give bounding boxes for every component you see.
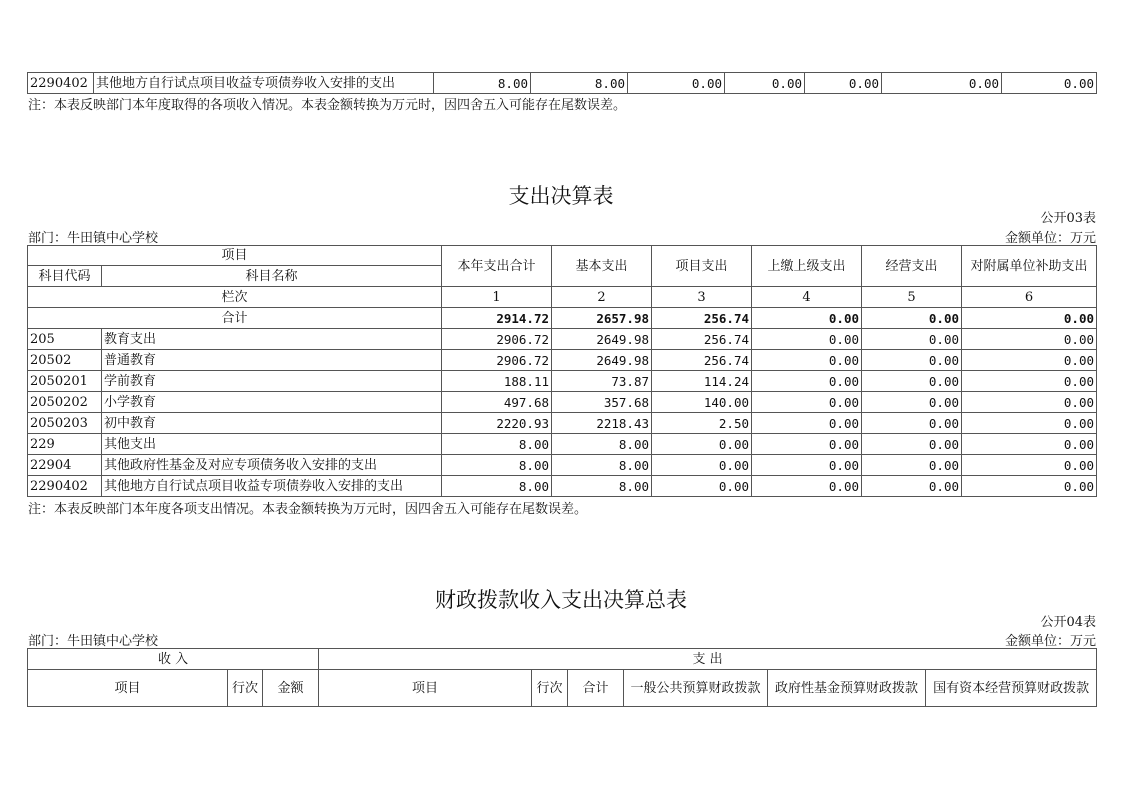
table-row: 2050201 学前教育 188.11 73.87 114.24 0.00 0.00 0.00 <box>28 371 1097 392</box>
column-number-row: 栏次 1 2 3 4 5 6 <box>28 287 1097 308</box>
item-header: 项目 <box>28 246 442 266</box>
table-row: 2050202 小学教育 497.68 357.68 140.00 0.00 0.00 0.00 <box>28 392 1097 413</box>
fiscal-table <box>27 648 1097 707</box>
total-row: 合计 2914.72 2657.98 256.74 0.00 0.00 0.00 <box>28 308 1097 329</box>
expense-header: 支 出 <box>319 649 1097 670</box>
table-row: 229 其他支出 8.00 8.00 0.00 0.00 0.00 0.00 <box>28 434 1097 455</box>
table-row: 2290402 其他地方自行试点项目收益专项债券收入安排的支出 8.00 8.00 0.00 0.00 0.00 0.00 0.00 <box>28 73 1097 94</box>
header-row <box>28 649 1097 670</box>
header-row: 项目 行次 金额 项目 行次 合计 一般公共预算财政拨款 政府性基金预算财政拨款 国有资本经营预算财政拨款 <box>28 670 1097 707</box>
header-row: 科目代码 科目名称 <box>28 266 1097 287</box>
table-code: 公开04表 <box>1040 615 1096 630</box>
header-row: 项目 本年支出合计 基本支出 项目支出 上缴上级支出 经营支出 对附属单位补助支出 <box>28 246 1097 266</box>
table-row: 20502 普通教育 2906.72 2649.98 256.74 0.00 0.00 0.00 <box>28 350 1097 371</box>
table-code: 公开03表 <box>1040 211 1096 226</box>
expense-table-title: 支出决算表 <box>508 184 614 208</box>
table-row: 205 教育支出 2906.72 2649.98 256.74 0.00 0.00 0.00 <box>28 329 1097 350</box>
subject-name: 其他地方自行试点项目收益专项债券收入安排的支出 <box>94 73 434 94</box>
subject-code: 2290402 <box>28 73 94 94</box>
expense-table <box>27 245 1097 497</box>
fiscal-table-title: 财政拨款收入支出决算总表 <box>435 588 687 612</box>
income-table-note: 注：本表反映部门本年度取得的各项收入情况。本表金额转换为万元时，因四舍五入可能存在尾数误差。 <box>28 98 627 113</box>
amount-unit: 金额单位：万元 <box>1004 231 1096 246</box>
table-row: 2050203 初中教育 2220.93 2218.43 2.50 0.00 0.00 0.00 <box>28 413 1097 434</box>
department-label: 部门：牛田镇中心学校 <box>28 231 159 246</box>
expense-table-note: 注：本表反映部门本年度各项支出情况。本表金额转换为万元时，因四舍五入可能存在尾数误差。 <box>28 502 588 517</box>
income-header: 收 入 <box>28 649 319 670</box>
income-table-tail <box>27 72 1097 94</box>
amount-unit: 金额单位：万元 <box>1004 634 1096 649</box>
table-row: 2290402 其他地方自行试点项目收益专项债券收入安排的支出 8.00 8.00 0.00 0.00 0.00 0.00 <box>28 476 1097 497</box>
table-row: 22904 其他政府性基金及对应专项债务收入安排的支出 8.00 8.00 0.00 0.00 0.00 0.00 <box>28 455 1097 476</box>
department-label: 部门：牛田镇中心学校 <box>28 634 159 649</box>
